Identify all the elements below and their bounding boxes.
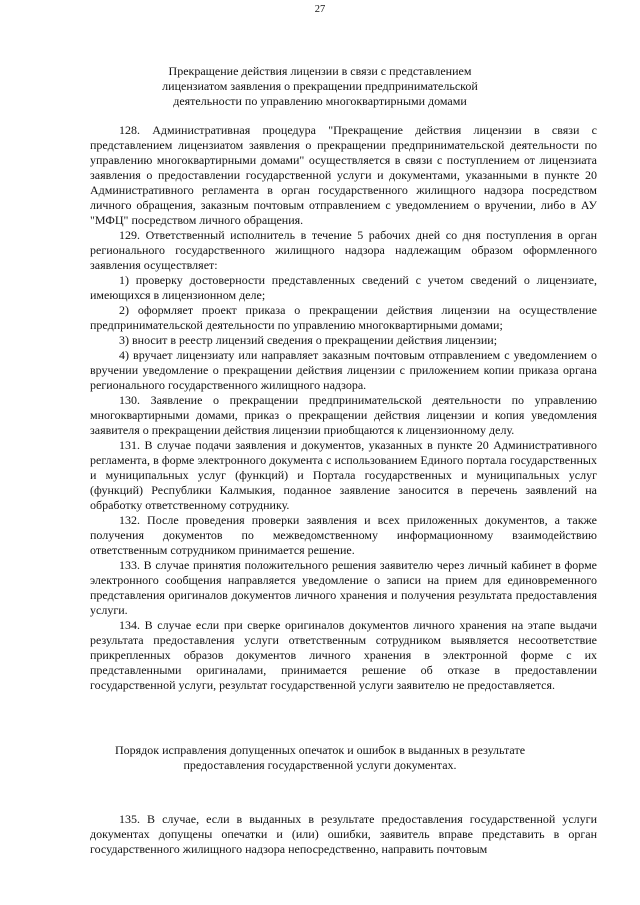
- section-body-error-correction: [90, 812, 597, 857]
- paragraph-134: 134. В случае если при сверке оригиналов документов личного хранения на этапе выдачи результата предоставления услуги ответственным сотрудником выявляется несоответствие прикрепленных образов документов личного хранения в электронной форме с их представленными оригиналами, принимается решение об отказе в предоставлении государственной услуги, результат государственной услуги заявителю не предоставляется.: [90, 618, 597, 692]
- heading-line: Прекращение действия лицензии в связи с представлением: [168, 64, 472, 78]
- paragraph-129-item-1: 1) проверку достоверности представленных сведений с учетом сведений о лицензиате, имеющихся в лицензионном деле;: [90, 273, 597, 302]
- paragraph-133: 133. В случае принятия положительного решения заявителю через личный кабинет в форме электронного сообщения направляется уведомление о записи на прием для единовременного представления оригиналов документов личного хранения и получения результата предоставления услуги.: [90, 558, 597, 617]
- heading-line: деятельности по управлению многоквартирными домами: [173, 94, 467, 108]
- paragraph-128: 128. Административная процедура "Прекращение действия лицензии в связи с представлением лицензиатом заявления о прекращении предпринимательской деятельности по управлению многоквартирными домами" осуществляется в связи с поступлением от лицензиата заявления о предоставлении государственной услуги и документами, указанными в пункте 20 Административного регламента в орган государственного жилищного надзора посредством личного обращения, заказным почтовым отправлением с уведомлением о вручении, либо в АУ "МФЦ" посредством личного обращения.: [90, 123, 597, 227]
- paragraph-129-item-2: 2) оформляет проект приказа о прекращении действия лицензии на осуществление предпринимательской деятельности по управлению многоквартирными домами;: [90, 303, 597, 332]
- page-number: 27: [314, 4, 326, 15]
- paragraph-130: 130. Заявление о прекращении предпринимательской деятельности по управлению многоквартирными домами, приказ о прекращении действия лицензии и копия уведомления заявителя о прекращении действия лицензии приобщаются к лицензионному делу.: [90, 393, 597, 437]
- section-heading-license-termination: [100, 64, 540, 109]
- paragraph-129-item-4: 4) вручает лицензиату или направляет заказным почтовым отправлением с уведомлением о вручении уведомление о прекращении действия лицензии с приложением копии приказа органа регионального государственного жилищного надзора.: [90, 348, 597, 392]
- heading-line: Порядок исправления допущенных опечаток и ошибок в выданных в результате: [114, 743, 526, 757]
- paragraph-131: 131. В случае подачи заявления и документов, указанных в пункте 20 Административного регламента, в форме электронного документа с использованием Единого портала государственных и муниципальных услуг (функций) и Портала государственных и муниципальных услуг (функций) Республики Калмыкия, поданное заявление заносится в перечень заявлений на обработку ответственному сотруднику.: [90, 438, 597, 512]
- paragraph-135: 135. В случае, если в выданных в результате предоставления государственной услуги документах допущены опечатки и (или) ошибки, заявитель вправе представить в орган государственного жилищного надзора непосредственно, направить почтовым: [90, 812, 597, 856]
- heading-line: предоставления государственной услуги документах.: [183, 758, 457, 772]
- paragraph-132: 132. После проведения проверки заявления и всех приложенных документов, а также получения документов по межведомственному информационному взаимодействию ответственным сотрудником принимается решение.: [90, 513, 597, 557]
- section-heading-error-correction: [100, 743, 540, 773]
- heading-line: лицензиатом заявления о прекращении предпринимательской: [162, 79, 478, 93]
- paragraph-129: 129. Ответственный исполнитель в течение 5 рабочих дней со дня поступления в орган регионального государственного жилищного надзора надлежащим образом оформленного заявления осуществляет:: [90, 228, 597, 272]
- paragraph-129-item-3: 3) вносит в реестр лицензий сведения о прекращении действия лицензии;: [119, 333, 498, 347]
- section-body-license-termination: [90, 123, 597, 693]
